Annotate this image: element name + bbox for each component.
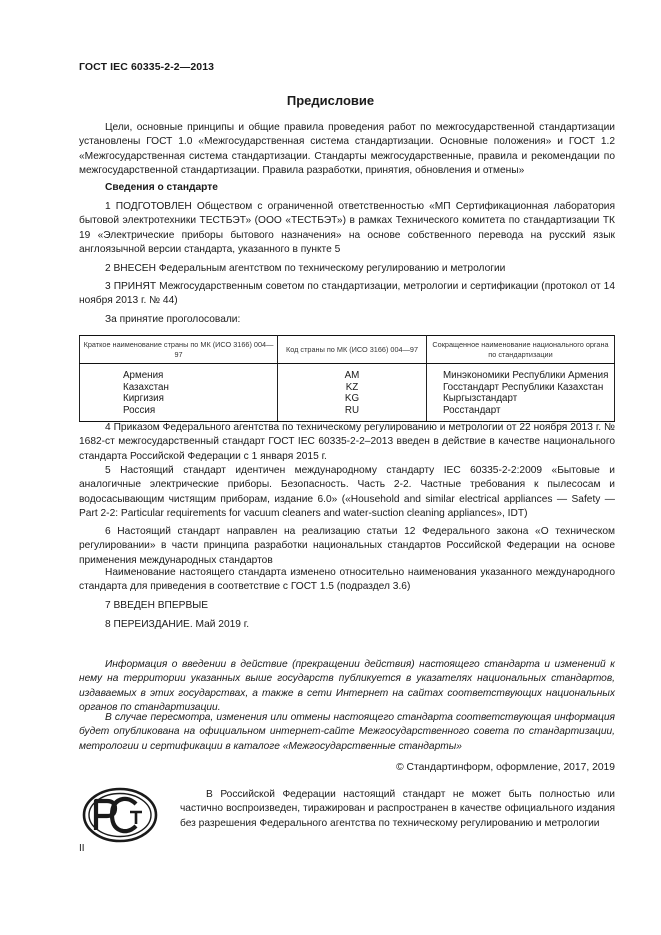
table-row: [80, 382, 615, 394]
body-cell: Росстандарт: [427, 405, 615, 422]
table-row: [80, 405, 615, 422]
rst-logo-icon: [81, 786, 159, 844]
intro-paragraph: Цели, основные принципы и общие правила проведения работ по межгосударственной стандартизации установлены ГОСТ 1.0 «Межгосударственная система стандартизации. Основные положения» и ГОСТ 1.2 «Межгосударственная система стандартизации. Стандарты межгосударственные, правила и рекомендации по межгосударственной стандартизации. Правила разработки, принятия, обновления и отмены»: [79, 122, 615, 176]
copyright-line: © Стандартинформ, оформление, 2017, 2019: [396, 762, 615, 773]
table-header-country: Краткое наименование страны по МК (ИСО 3166) 004—97: [80, 336, 278, 364]
body-cell: Госстандарт Республики Казахстан: [427, 382, 615, 394]
code-cell: KG: [278, 393, 427, 405]
table-header-code: Код страны по МК (ИСО 3166) 004—97: [278, 336, 427, 364]
code-cell: AM: [278, 364, 427, 382]
voting-table: [79, 335, 615, 422]
item-reissue: 8 ПЕРЕИЗДАНИЕ. Май 2019 г.: [105, 619, 250, 630]
page-title: Предисловие: [286, 93, 375, 108]
page-number: II: [79, 843, 85, 854]
table-header-row: [80, 336, 615, 364]
document-code: ГОСТ IEC 60335-2-2—2013: [79, 61, 215, 73]
item-first-introduced: 7 ВВЕДЕН ВПЕРВЫЕ: [105, 600, 209, 611]
country-cell: Россия: [80, 405, 278, 422]
reproduction-notice: В Российской Федерации настоящий стандарт не может быть полностью или частично воспроизведен, тиражирован и распространен в качестве официального издания без разрешения Федерального агентства по техническому регулированию и метрологии: [180, 789, 615, 829]
info-heading: Сведения о стандарте: [105, 182, 218, 193]
code-cell: KZ: [278, 382, 427, 394]
notice-revision: В случае пересмотра, изменения или отмены настоящего стандарта соответствующая информация будет опубликована на официальном интернет-сайте Межгосударственного совета по стандартизации, метрологии и сертификации в каталоге «Межгосударственные стандарты»: [79, 712, 615, 752]
vote-label: За принятие проголосовали:: [105, 314, 241, 325]
item-introduced: 2 ВНЕСЕН Федеральным агентством по техническому регулированию и метрологии: [105, 263, 506, 274]
code-cell: RU: [278, 405, 427, 422]
item-identical: 5 Настоящий стандарт идентичен международному стандарту IEC 60335-2-2:2009 «Бытовые и аналогичные электрические приборы. Безопасность. Часть 2-2. Частные требования к пылесосам и водосасывающим чистящим приборам, издание 6.0» («Household and similar electrical appliances — Safety — Part 2-2: Particular requirements for vacuum cleaners and water-suction cleaning appliances», IDT): [79, 465, 615, 519]
country-cell: Казахстан: [80, 382, 278, 394]
item-name-change: Наименование настоящего стандарта изменено относительно наименования указанного международного стандарта для приведения в соответствие с ГОСТ 1.5 (подраздел 3.6): [79, 567, 615, 593]
country-cell: Армения: [80, 364, 278, 382]
notice-publication: Информация о введении в действие (прекращении действия) настоящего стандарта и изменений к нему на территории указанных выше государств публикуется в указателях национальных стандартов, издаваемых в этих государствах, а также в сети Интернет на сайтах соответствующих национальных органов по стандартизации.: [79, 659, 615, 713]
item-order: 4 Приказом Федерального агентства по техническому регулированию и метрологии от 22 ноября 2013 г. № 1682-ст межгосударственный стандарт ГОСТ IEC 60335-2-2–2013 введен в действие в качестве национального стандарта Российской Федерации с 1 января 2015 г.: [79, 422, 615, 462]
body-cell: Кыргызстандарт: [427, 393, 615, 405]
item-adopted: 3 ПРИНЯТ Межгосударственным советом по стандартизации, метрологии и сертификации (протокол от 14 ноября 2013 г. № 44): [79, 281, 615, 307]
body-cell: Минэкономики Республики Армения: [427, 364, 615, 382]
item-prepared: 1 ПОДГОТОВЛЕН Обществом с ограниченной ответственностью «МП Сертификационная лаборатория бытовой электротехники ТЕСТБЭТ» (ООО «ТЕСТБЭТ») в рамках Технического комитета по стандартизации ТК 19 «Электрические приборы бытового назначения» на основе собственного перевода на русский язык англоязычной версии стандарта, указанного в пункте 5: [79, 201, 615, 255]
country-cell: Киргизия: [80, 393, 278, 405]
table-header-body: Сокращенное наименование национального органа по стандартизации: [427, 336, 615, 364]
table-row: [80, 393, 615, 405]
table-row: [80, 364, 615, 382]
item-law: 6 Настоящий стандарт направлен на реализацию статьи 12 Федерального закона «О техническом регулировании» в части принципа разработки национальных стандартов Российской Федерации на основе применения международных стандартов: [79, 526, 615, 566]
